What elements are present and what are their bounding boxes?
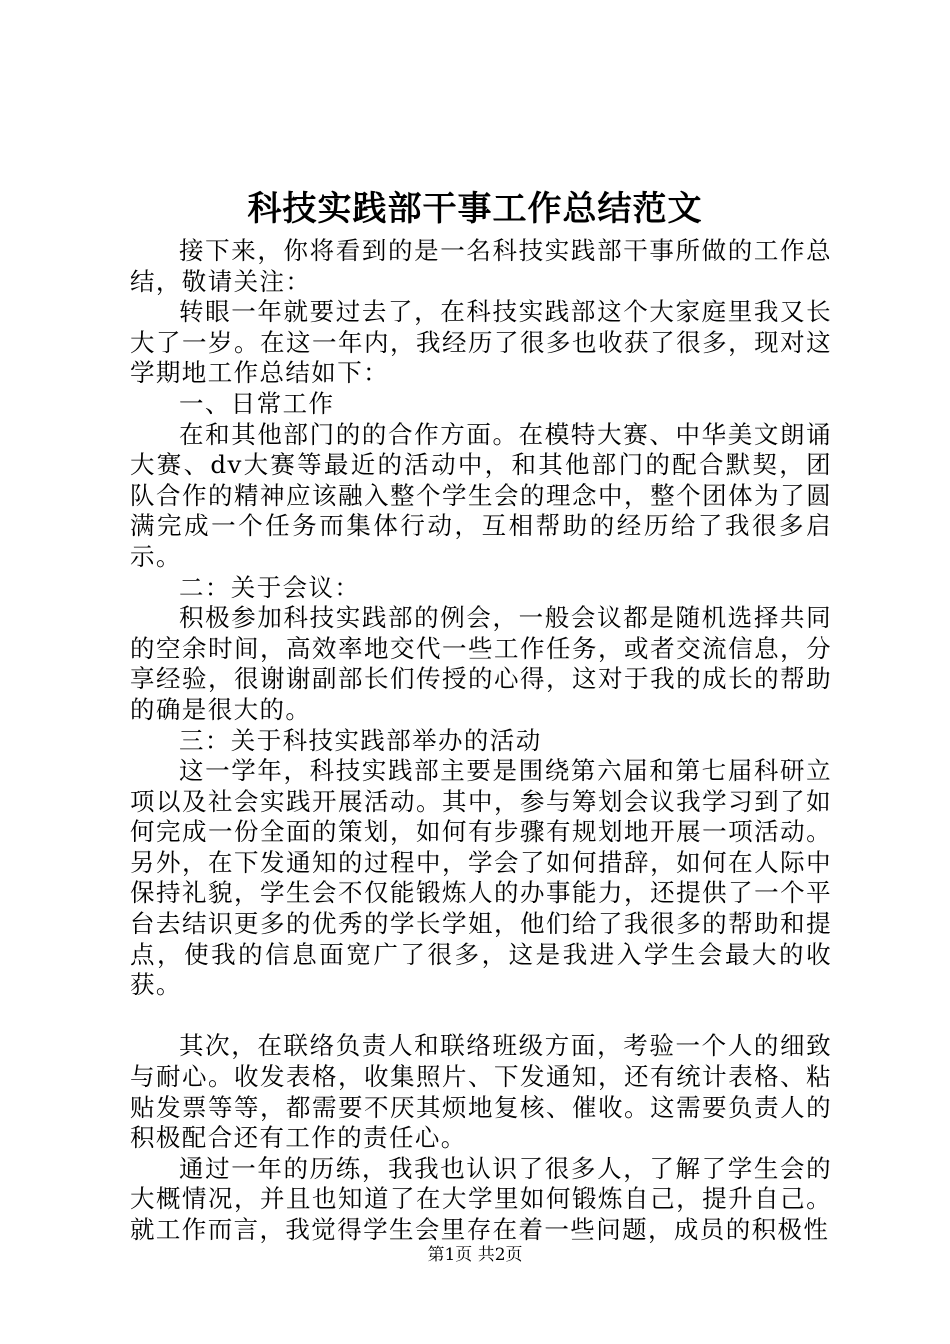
paragraph-liaison: 其次，在联络负责人和联络班级方面，考验一个人的细致与耐心。收发表格，收集照片、下发通知，还有统计表格、粘贴发票等等，都需要不厌其烦地复核、催收。这需要负责人的积极配合还有工作的责任心。: [130, 1031, 832, 1153]
paragraph-opening: 转眼一年就要过去了，在科技实践部这个大家庭里我又长大了一岁。在这一年内，我经历了很多也收获了很多，现对这学期地工作总结如下：: [130, 297, 832, 388]
paragraph-activities: 这一学年，科技实践部主要是围绕第六届和第七届科研立项以及社会实践开展活动。其中，参与筹划会议我学习到了如何完成一份全面的策划，如何有步骤有规划地开展一项活动。另外，在下发通知的过程中，学会了如何措辞，如何在人际中保持礼貌，学生会不仅能锻炼人的办事能力，还提供了一个平台去结识更多的优秀的学长学姐，他们给了我很多的帮助和提点，使我的信息面宽广了很多，这是我进入学生会最大的收获。: [130, 756, 832, 1000]
paragraph-reflection: 通过一年的历练，我我也认识了很多人，了解了学生会的大概情况，并且也知道了在大学里如何锻炼自己，提升自己。就工作而言，我觉得学生会里存在着一些问题，成员的积极性: [130, 1153, 832, 1244]
paragraph-cooperation: 在和其他部门的的合作方面。在模特大赛、中华美文朗诵大赛、dv大赛等最近的活动中，和其他部门的配合默契，团队合作的精神应该融入整个学生会的理念中，整个团体为了圆满完成一个任务而集体行动，互相帮助的经历给了我很多启示。: [130, 419, 832, 571]
page-footer: 第1页 共2页: [427, 1245, 523, 1265]
section-heading-activities: 三：关于科技实践部举办的活动: [179, 725, 542, 755]
document-body: [130, 236, 832, 1246]
paragraph-intro: 接下来，你将看到的是一名科技实践部干事所做的工作总结，敬请关注：: [130, 236, 832, 296]
section-heading-meetings: 二：关于会议：: [179, 572, 361, 602]
paragraph-meetings: 积极参加科技实践部的例会，一般会议都是随机选择共同的空余时间，高效率地交代一些工作任务，或者交流信息，分享经验，很谢谢副部长们传授的心得，这对于我的成长的帮助的确是很大的。: [130, 603, 832, 724]
document-title: 科技实践部干事工作总结范文: [247, 189, 703, 229]
section-heading-daily-work: 一、日常工作: [179, 388, 335, 418]
